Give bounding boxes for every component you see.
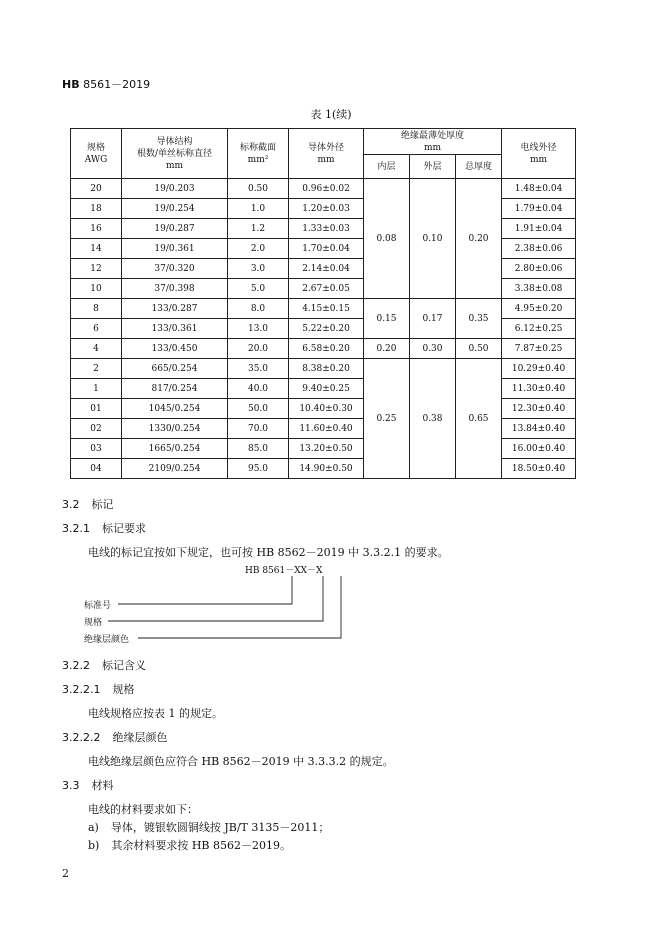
table-caption: 表 1(续): [310, 108, 352, 121]
cell-wire-od: 13.84±0.40: [502, 419, 576, 439]
cell-wire-od: 6.12±0.25: [502, 319, 576, 339]
label-gauge: 规格: [84, 618, 103, 628]
cell-wire-od: 2.80±0.06: [502, 259, 576, 279]
paragraph-3-2-1: 电线的标记宜按如下规定，也可按 HB 8562－2019 中 3.3.2.1 的要求。: [88, 546, 449, 559]
cell-awg: 16: [71, 219, 122, 239]
header-prefix: HB: [62, 78, 80, 91]
header-gauge: 规格 AWG: [71, 129, 122, 179]
cell-wire-od: 18.50±0.40: [502, 459, 576, 479]
header-number: 8561－2019: [83, 78, 151, 91]
cell-area: 8.0: [228, 299, 289, 319]
leader-line-gauge: [108, 576, 323, 621]
cell-conductor-od: 1.70±0.04: [289, 239, 364, 259]
cell-total: 0.20: [456, 179, 502, 299]
cell-conductor: 19/0.254: [122, 199, 228, 219]
section-3-2-2: 3.2.2 标记含义: [62, 659, 146, 672]
cell-awg: 12: [71, 259, 122, 279]
cell-area: 35.0: [228, 359, 289, 379]
cell-conductor-od: 2.67±0.05: [289, 279, 364, 299]
list-item: b) 其余材料要求按 HB 8562－2019。: [88, 839, 292, 852]
cell-conductor: 133/0.287: [122, 299, 228, 319]
cell-wire-od: 4.95±0.20: [502, 299, 576, 319]
cell-awg: 01: [71, 399, 122, 419]
cell-conductor: 133/0.361: [122, 319, 228, 339]
label-insulation-color: 绝缘层颜色: [84, 635, 130, 645]
cell-wire-od: 2.38±0.06: [502, 239, 576, 259]
page-number: 2: [62, 867, 69, 880]
cell-inner: 0.08: [364, 179, 410, 299]
cell-conductor-od: 1.33±0.03: [289, 219, 364, 239]
cell-wire-od: 12.30±0.40: [502, 399, 576, 419]
header-inner: 内层: [364, 155, 410, 179]
cell-area: 40.0: [228, 379, 289, 399]
cell-awg: 6: [71, 319, 122, 339]
cell-wire-od: 10.29±0.40: [502, 359, 576, 379]
cell-conductor: 37/0.320: [122, 259, 228, 279]
cell-conductor-od: 11.60±0.40: [289, 419, 364, 439]
header-total: 总厚度: [456, 155, 502, 179]
cell-wire-od: 1.48±0.04: [502, 179, 576, 199]
cell-area: 2.0: [228, 239, 289, 259]
cell-area: 13.0: [228, 319, 289, 339]
cell-area: 5.0: [228, 279, 289, 299]
cell-outer: 0.38: [410, 359, 456, 479]
cell-conductor-od: 14.90±0.50: [289, 459, 364, 479]
cell-conductor-od: 6.58±0.20: [289, 339, 364, 359]
cell-area: 50.0: [228, 399, 289, 419]
label-standard-number: 标准号: [84, 601, 112, 611]
paragraph-3-2-2-2: 电线绝缘层颜色应符合 HB 8562－2019 中 3.3.3.2 的规定。: [88, 755, 394, 768]
cell-outer: 0.17: [410, 299, 456, 339]
paragraph-3-3: 电线的材料要求如下：: [88, 803, 198, 816]
cell-awg: 1: [71, 379, 122, 399]
cell-area: 70.0: [228, 419, 289, 439]
cell-area: 0.50: [228, 179, 289, 199]
cell-area: 95.0: [228, 459, 289, 479]
leader-line-color: [138, 576, 341, 638]
header-conductor-od: 导体外径 mm: [289, 129, 364, 179]
cell-inner: 0.20: [364, 339, 410, 359]
cell-conductor: 2109/0.254: [122, 459, 228, 479]
header-area: 标称截面 mm²: [228, 129, 289, 179]
cell-conductor-od: 13.20±0.50: [289, 439, 364, 459]
section-3-2-2-1: 3.2.2.1 规格: [62, 683, 135, 696]
cell-conductor: 1045/0.254: [122, 399, 228, 419]
cell-area: 1.0: [228, 199, 289, 219]
cell-conductor: 1665/0.254: [122, 439, 228, 459]
cell-awg: 04: [71, 459, 122, 479]
cell-conductor: 19/0.203: [122, 179, 228, 199]
cell-conductor: 817/0.254: [122, 379, 228, 399]
cell-conductor-od: 5.22±0.20: [289, 319, 364, 339]
cell-conductor: 665/0.254: [122, 359, 228, 379]
cell-area: 20.0: [228, 339, 289, 359]
section-3-2: 3.2 标记: [62, 498, 114, 511]
cell-conductor-od: 1.20±0.03: [289, 199, 364, 219]
leader-line-standard: [118, 576, 292, 604]
cell-area: 3.0: [228, 259, 289, 279]
cell-awg: 18: [71, 199, 122, 219]
cell-total: 0.65: [456, 359, 502, 479]
section-3-2-2-2: 3.2.2.2 绝缘层颜色: [62, 731, 168, 744]
cell-awg: 03: [71, 439, 122, 459]
header-wire-od: 电线外径 mm: [502, 129, 576, 179]
section-3-2-1: 3.2.1 标记要求: [62, 522, 146, 535]
header-conductor: 导体结构 根数/单丝标称直径 mm: [122, 129, 228, 179]
cell-conductor: 37/0.398: [122, 279, 228, 299]
cell-conductor: 19/0.361: [122, 239, 228, 259]
cell-wire-od: 3.38±0.08: [502, 279, 576, 299]
cell-wire-od: 11.30±0.40: [502, 379, 576, 399]
cell-conductor: 133/0.450: [122, 339, 228, 359]
header-outer: 外层: [410, 155, 456, 179]
section-3-3: 3.3 材料: [62, 779, 114, 792]
cell-wire-od: 7.87±0.25: [502, 339, 576, 359]
cell-conductor-od: 0.96±0.02: [289, 179, 364, 199]
cell-awg: 10: [71, 279, 122, 299]
cell-conductor-od: 4.15±0.15: [289, 299, 364, 319]
cell-awg: 02: [71, 419, 122, 439]
cell-inner: 0.15: [364, 299, 410, 339]
cell-area: 1.2: [228, 219, 289, 239]
marking-code: HB 8561－XX－X: [245, 566, 323, 576]
list-item: a) 导体，镀银软圆铜线按 JB/T 3135－2011；: [88, 821, 330, 834]
cell-conductor: 19/0.287: [122, 219, 228, 239]
cell-total: 0.35: [456, 299, 502, 339]
cell-wire-od: 1.79±0.04: [502, 199, 576, 219]
cell-conductor: 1330/0.254: [122, 419, 228, 439]
cell-conductor-od: 2.14±0.04: [289, 259, 364, 279]
cell-outer: 0.10: [410, 179, 456, 299]
cell-outer: 0.30: [410, 339, 456, 359]
cell-inner: 0.25: [364, 359, 410, 479]
cell-awg: 2: [71, 359, 122, 379]
cell-conductor-od: 8.38±0.20: [289, 359, 364, 379]
cell-area: 85.0: [228, 439, 289, 459]
cell-awg: 14: [71, 239, 122, 259]
cell-conductor-od: 9.40±0.25: [289, 379, 364, 399]
header-insulation: 绝缘最薄处厚度 mm: [364, 129, 502, 155]
cell-wire-od: 16.00±0.40: [502, 439, 576, 459]
cell-total: 0.50: [456, 339, 502, 359]
paragraph-3-2-2-1: 电线规格应按表 1 的规定。: [88, 707, 223, 720]
cell-conductor-od: 10.40±0.30: [289, 399, 364, 419]
cell-awg: 4: [71, 339, 122, 359]
cell-wire-od: 1.91±0.04: [502, 219, 576, 239]
cell-awg: 8: [71, 299, 122, 319]
cell-awg: 20: [71, 179, 122, 199]
